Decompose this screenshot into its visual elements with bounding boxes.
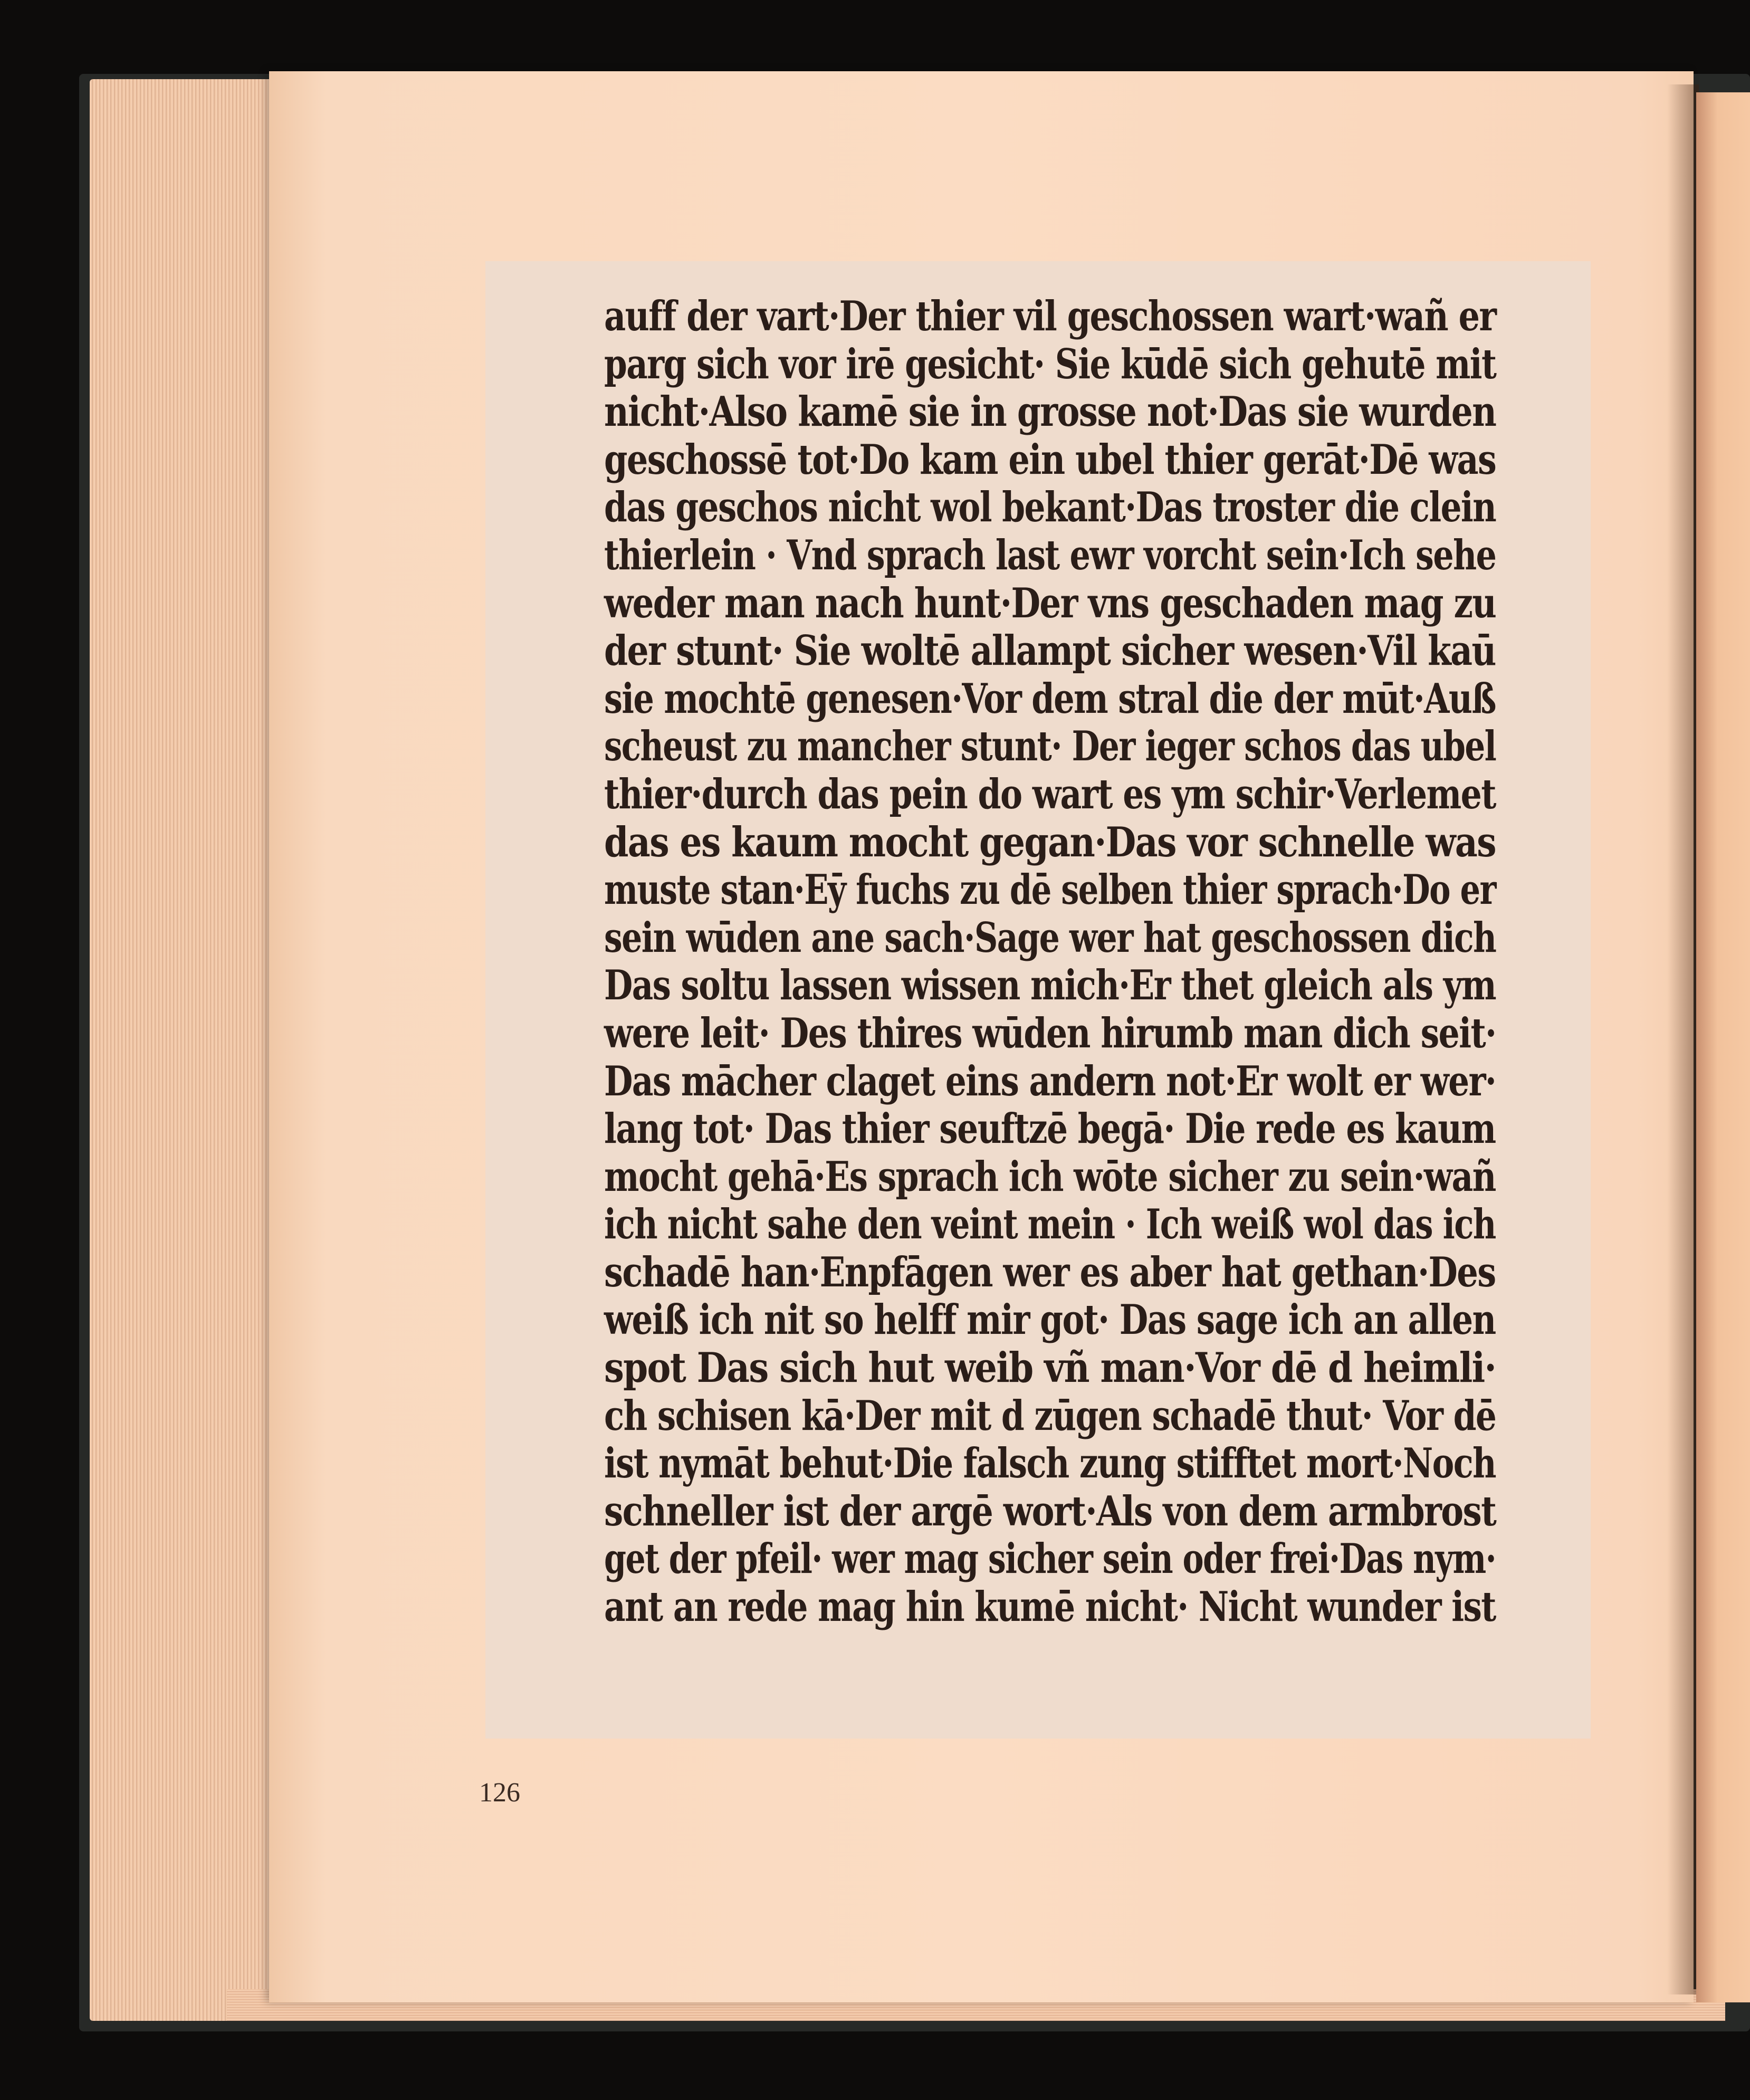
text-line: Das mācher claget eins andern not·Er wolt er wer· (604, 1057, 1496, 1105)
text-line: sie mochtē genesen·Vor dem stral die der mūt·Auß (604, 674, 1496, 723)
text-line: were leit· Des thires wūden hirumb man dich seit· (604, 1009, 1496, 1057)
blackletter-text-block (604, 293, 1496, 1631)
text-line: ant an rede mag hin kumē nicht· Nicht wunder ist (604, 1583, 1496, 1631)
text-line: ch schisen kā·Der mit d zūgen schadē thut· Vor dē (604, 1391, 1496, 1440)
text-line: scheust zu mancher stunt· Der ieger schos das ubel (604, 722, 1496, 771)
text-line: parg sich vor irē gesicht· Sie kūdē sich gehutē mit (604, 340, 1496, 388)
text-line: nicht·Also kamē sie in grosse not·Das sie wurden (604, 388, 1496, 436)
page-number: 126 (479, 1778, 520, 1808)
text-line: ich nicht sahe den veint mein · Ich weiß wol das ich (604, 1200, 1496, 1249)
text-line: muste stan·Eȳ fuchs zu dē selben thier sprach·Do er (604, 866, 1496, 914)
text-line: get der pfeil· wer mag sicher sein oder frei·Das nym· (604, 1535, 1496, 1583)
text-line: weder man nach hunt·Der vns geschaden mag zu (604, 579, 1496, 627)
text-line: schneller ist der argē wort·Als von dem armbrost (604, 1487, 1496, 1535)
text-line: lang tot· Das thier seuftzē begā· Die rede es kaum (604, 1105, 1496, 1153)
text-line: Das soltu lassen wissen mich·Er thet gleich als ym (604, 961, 1496, 1010)
text-line: spot Das sich hut weib vñ man·Vor dē d heimli· (604, 1344, 1496, 1392)
page-edges-left (90, 79, 280, 2021)
text-line: das geschos nicht wol bekant·Das troster die clein (604, 483, 1496, 532)
text-line: das es kaum mocht gegan·Das vor schnelle was (604, 818, 1496, 866)
facing-page-edge (1696, 92, 1750, 2002)
gutter-shadow (1667, 84, 1699, 1994)
text-line: geschossē tot·Do kam ein ubel thier gerāt·Dē was (604, 435, 1496, 484)
text-line: der stunt· Sie woltē allampt sicher wesen·Vil kaū (604, 627, 1496, 675)
text-line: ist nymāt behut·Die falsch zung stifftet mort·Noch (604, 1439, 1496, 1488)
text-line: sein wūden ane sach·Sage wer hat geschossen dich (604, 913, 1496, 962)
text-line: mocht gehā·Es sprach ich wōte sicher zu sein·wañ (604, 1152, 1496, 1201)
text-line: schadē han·Enpfāgen wer es aber hat gethan·Des (604, 1248, 1496, 1296)
text-line: auff der vart·Der thier vil geschossen wart·wañ er (604, 292, 1496, 340)
text-line: thier·durch das pein do wart es ym schir·Verlemet (604, 770, 1496, 818)
text-line: thierlein · Vnd sprach last ewr vorcht sein·Ich sehe (604, 531, 1496, 579)
text-line: weiß ich nit so helff mir got· Das sage ich an allen (604, 1296, 1496, 1344)
